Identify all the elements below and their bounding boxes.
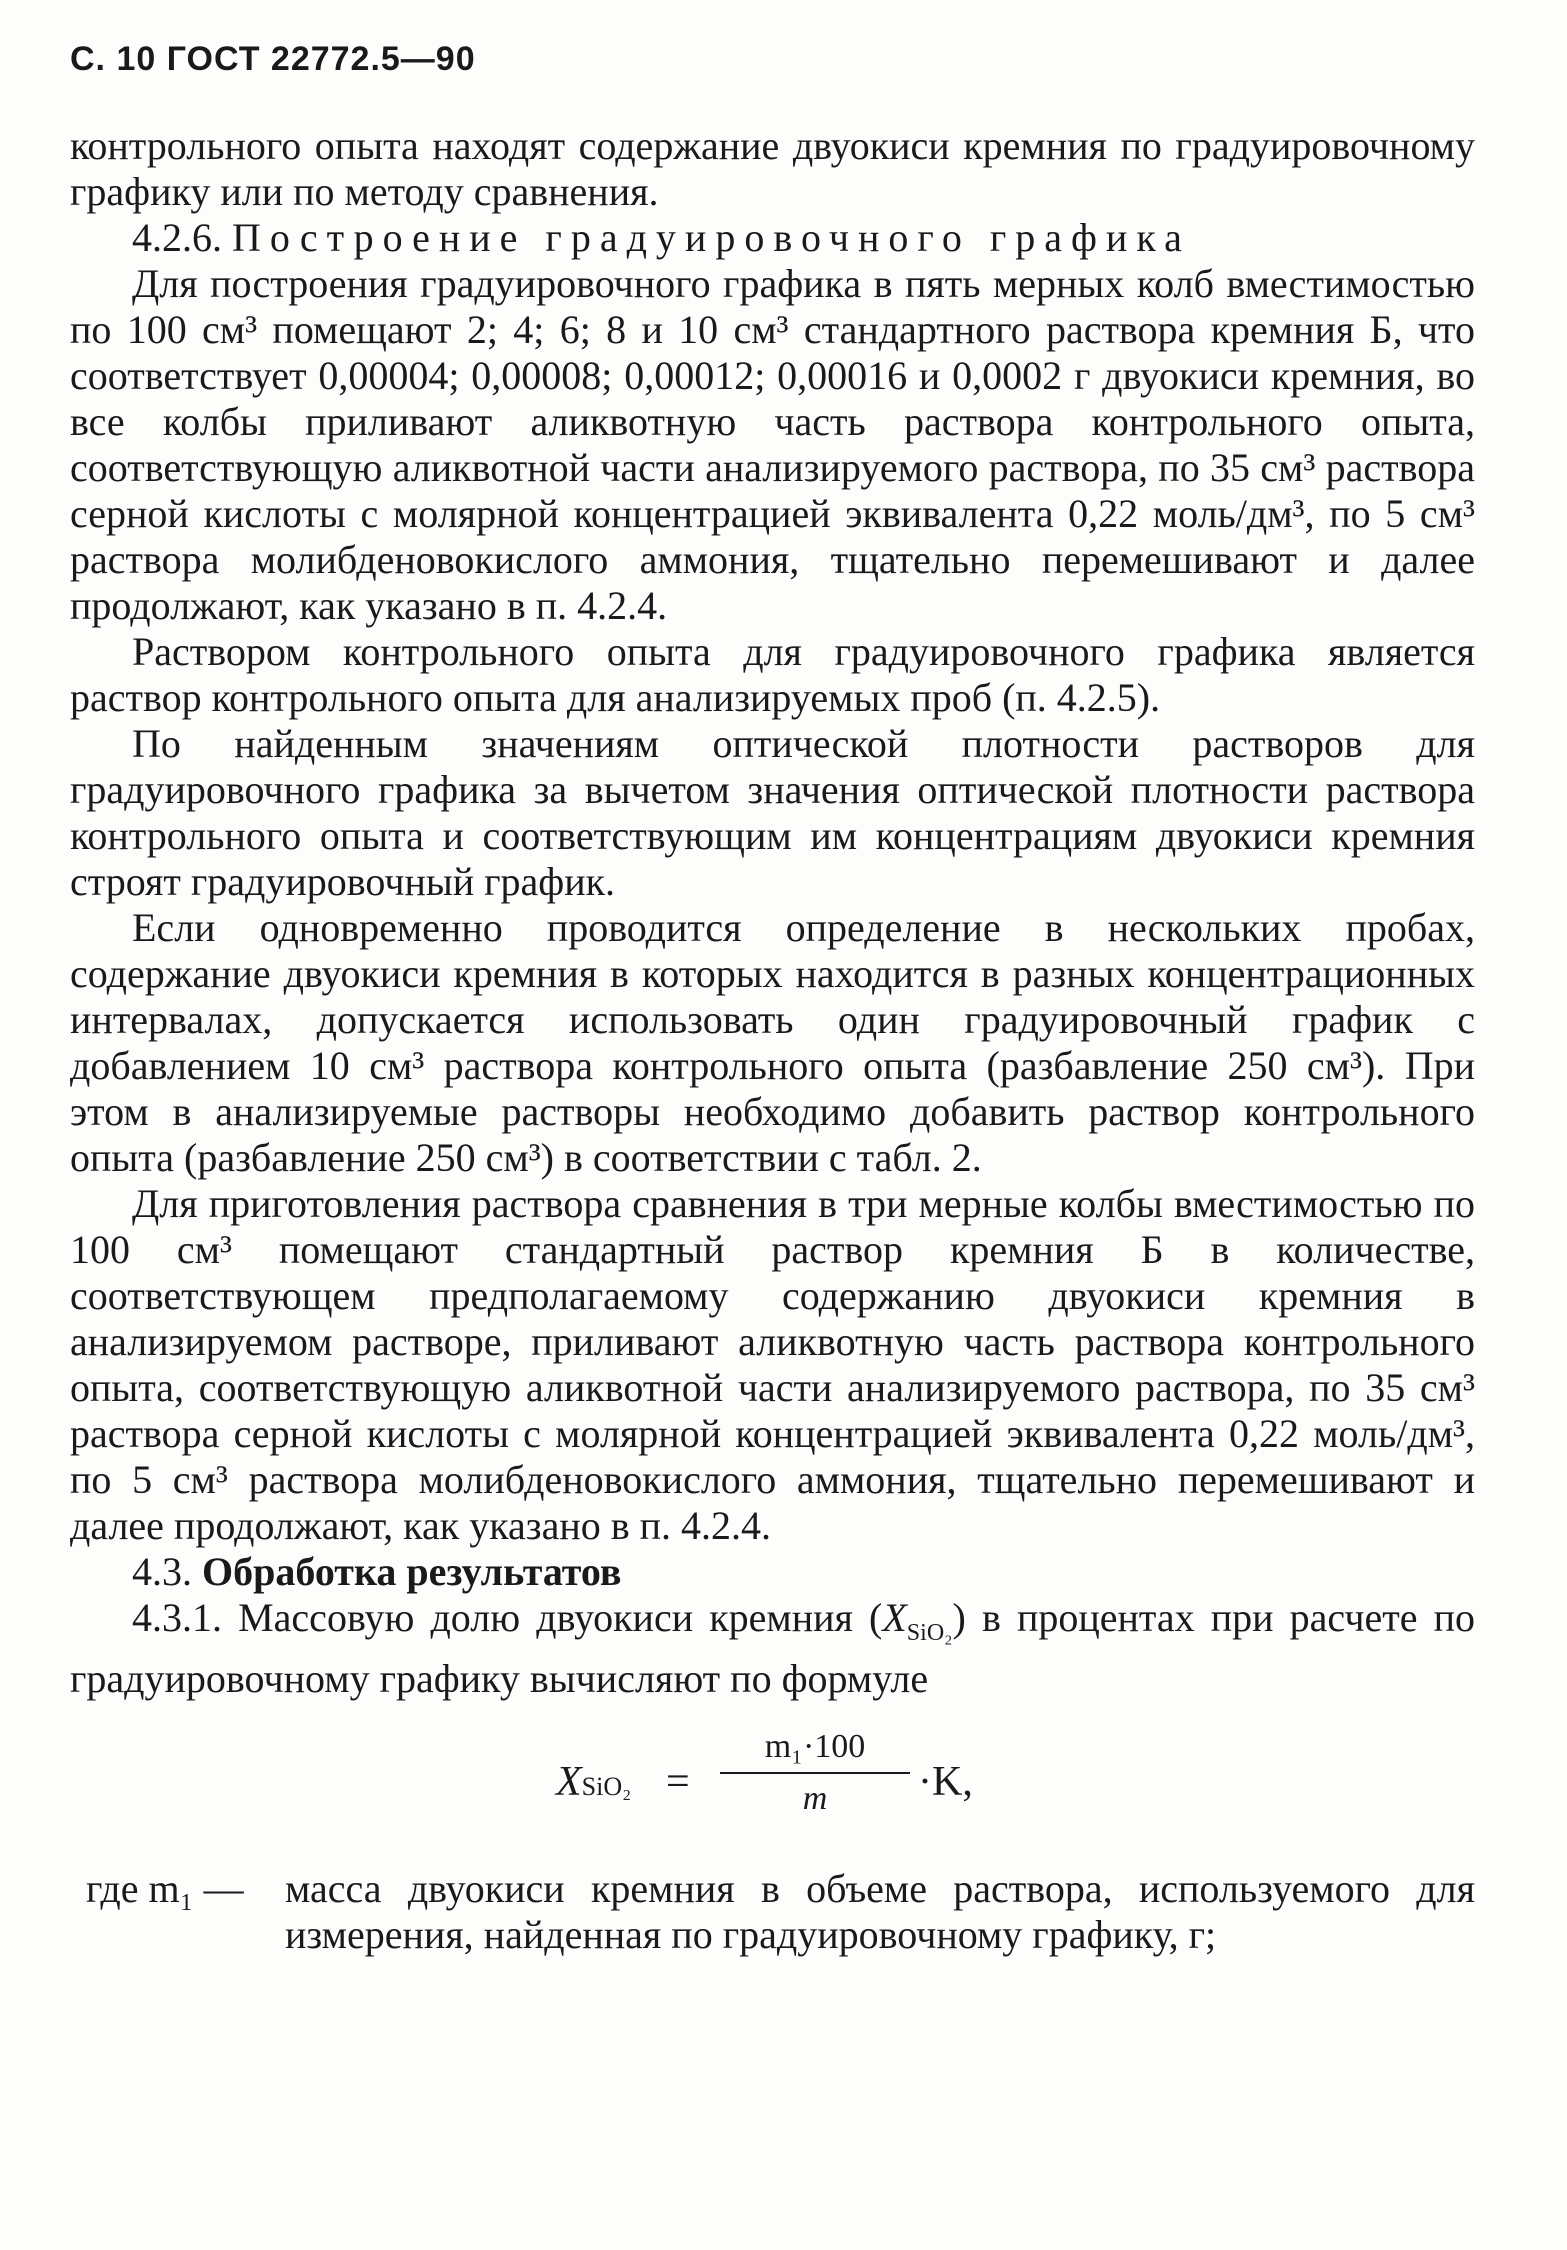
paragraph-lead: 4.3.1. Массовую долю двуокиси кремния ( bbox=[132, 1595, 883, 1640]
paragraph-tail: ) в процентах при расчете по градуировочному графику вычисляют по формуле bbox=[70, 1595, 1475, 1701]
formula-lhs bbox=[556, 1758, 631, 1806]
formula-fraction bbox=[720, 1728, 910, 1818]
formula-numerator: m₁·100 bbox=[720, 1728, 910, 1774]
definition-term: где m₁ — bbox=[86, 1866, 244, 1911]
section-4-2-6-heading bbox=[70, 215, 1475, 261]
paragraph-multiple-samples: Если одновременно проводится определение в нескольких пробах, содержание двуокиси кремния в которых находится в разных концентрационных интервалах, допускается использовать один градуировочный график с добавлением 10 см³ раствора контрольного опыта (разбавление 250 см³). При этом в анализируемые растворы необходимо добавить раствор контрольного опыта (разбавление 250 см³) в соответствии с табл. 2. bbox=[70, 905, 1475, 1180]
definition-text: масса двуокиси кремния в объеме раствора, используемого для измерения, найденная по градуировочному графику, г; bbox=[285, 1866, 1475, 1957]
section-4-3-heading bbox=[70, 1549, 1475, 1595]
section-number: 4.2.6. bbox=[132, 215, 222, 260]
paragraph-control-solution: Раствором контрольного опыта для градуировочного графика является раствор контрольного опыта для анализируемых проб (п. 4.2.5). bbox=[70, 629, 1475, 720]
section-title: Построение градуировочного графика bbox=[232, 215, 1191, 260]
page-content bbox=[70, 40, 1475, 1958]
paragraph-4-3-1 bbox=[70, 1595, 1475, 1702]
paragraph-build-graph: По найденным значениям оптической плотности растворов для градуировочного графика за вычетом значения оптической плотности раствора контрольного опыта и соответствующим им концентрациям двуокиси кремния строят градуировочный график. bbox=[70, 721, 1475, 904]
formula-subscript: SiO₂ bbox=[581, 1772, 632, 1801]
formula-mass-fraction bbox=[70, 1728, 1475, 1844]
paragraph-continuation: контрольного опыта находят содержание двуокиси кремния по градуировочному графику или по методу сравнения. bbox=[70, 123, 1475, 214]
formula-equals: = bbox=[666, 1759, 690, 1805]
formula-denominator: m bbox=[802, 1780, 828, 1817]
paragraph-comparison-solution: Для приготовления раствора сравнения в три мерные колбы вместимостью по 100 см³ помещают стандартный раствор кремния Б в количестве, соответствующем предполагаемому содержанию двуокиси кремния в анализируемом растворе, приливают аликвотную часть раствора контрольного опыта, соответствующую аликвотной части анализируемого раствора, по 35 см³ раствора серной кислоты с молярной концентрацией эквивалента 0,22 моль/дм³, по 5 см³ раствора молибденовокислого аммония, тщательно перемешивают и далее продолжают, как указано в п. 4.2.4. bbox=[70, 1181, 1475, 1548]
variable-x: X bbox=[882, 1595, 907, 1640]
formula-tail: ·K, bbox=[918, 1759, 973, 1805]
paragraph-calibration-setup: Для построения градуировочного графика в пять мерных колб вместимостью по 100 см³ помещают 2; 4; 6; 8 и 10 см³ стандартного раствора кремния Б, что соответствует 0,00004; 0,00008; 0,00012; 0,00016 и 0,0002 г двуокиси кремния, во все колбы приливают аликвотную часть раствора контрольного опыта, соответствующую аликвотной части анализируемого раствора, по 35 см³ раствора серной кислоты с молярной концентрацией эквивалента 0,22 моль/дм³, по 5 см³ раствора молибденовокислого аммония, тщательно перемешивают и далее продолжают, как указано в п. 4.2.4. bbox=[70, 261, 1475, 628]
page-header: С. 10 ГОСТ 22772.5—90 bbox=[70, 40, 476, 78]
formula-variable: X bbox=[556, 1759, 582, 1805]
variable-subscript: SiO₂ bbox=[906, 1620, 953, 1646]
definition-row bbox=[70, 1866, 1475, 1958]
section-number: 4.3. bbox=[132, 1549, 192, 1594]
section-title: Обработка результатов bbox=[202, 1549, 622, 1594]
